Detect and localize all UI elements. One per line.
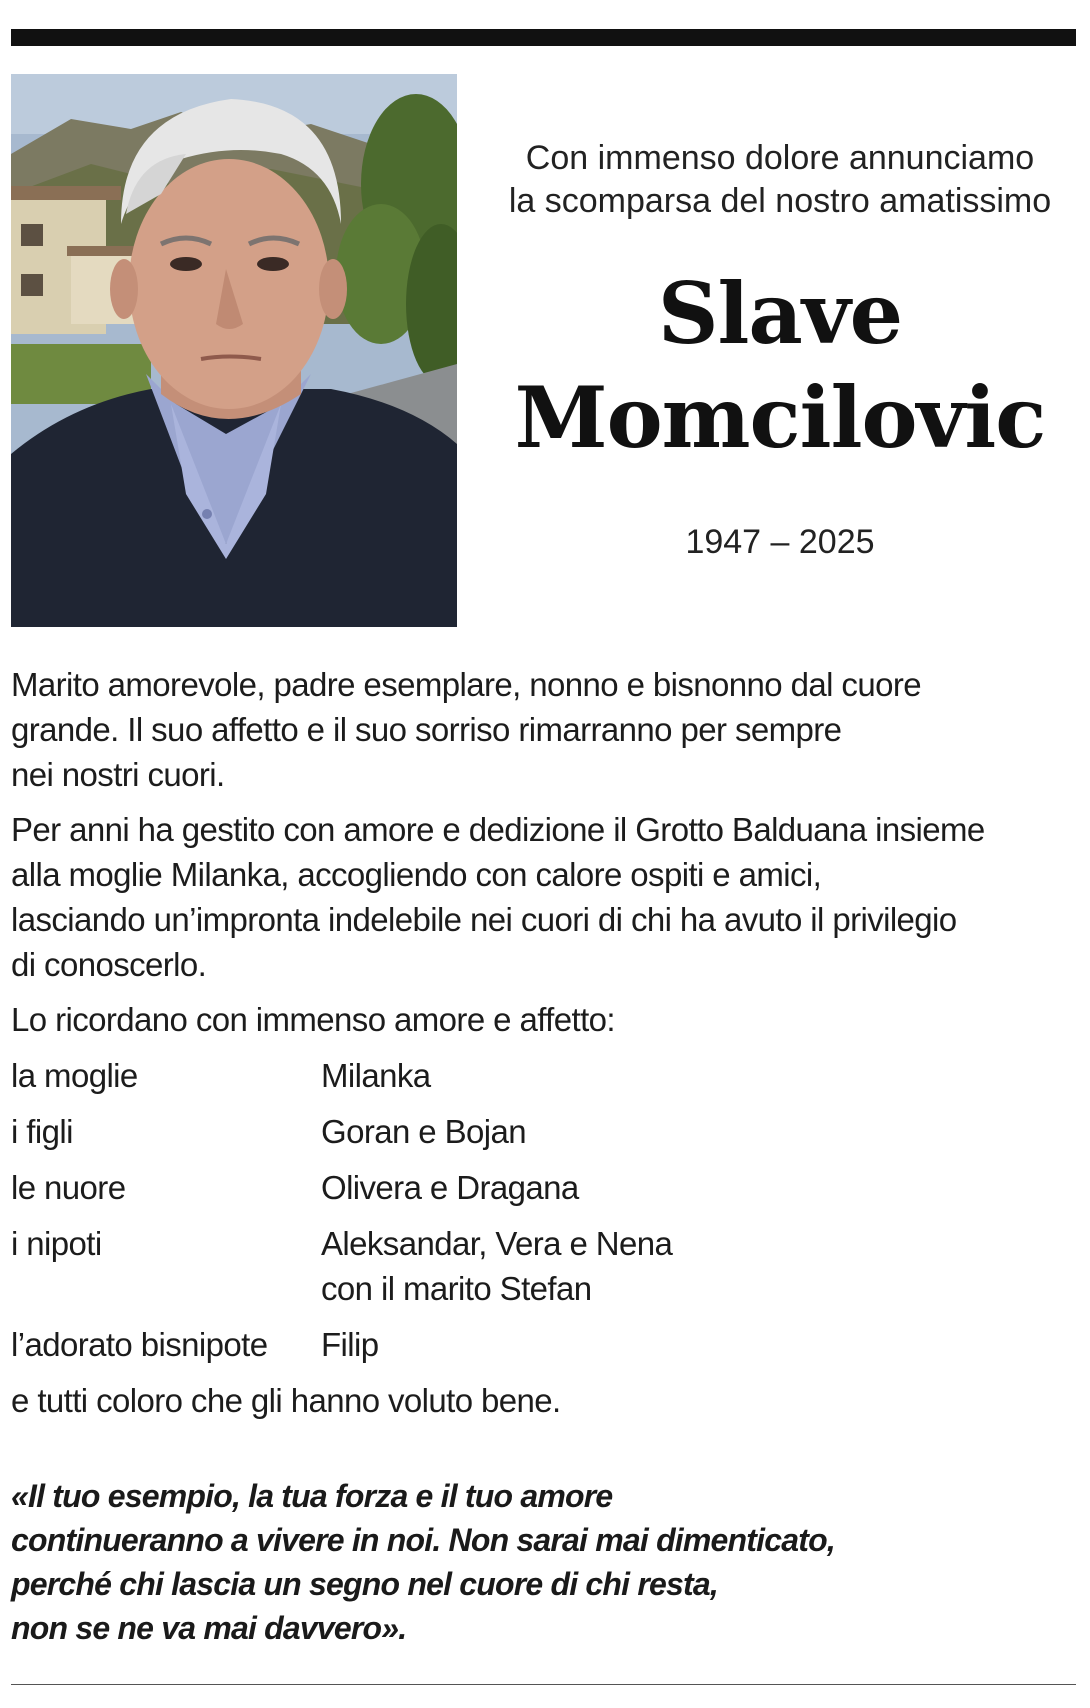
family-row — [11, 1322, 1081, 1367]
closing-line: e tutti coloro che gli hanno voluto bene. — [11, 1382, 561, 1419]
quote-line: non se ne va mai davvero». — [11, 1610, 407, 1646]
quote-line: «Il tuo esempio, la tua forza e il tuo amore — [11, 1478, 613, 1514]
memorial-quote — [11, 1474, 1081, 1650]
family-member: Filip — [321, 1326, 379, 1363]
family-row — [11, 1221, 1081, 1311]
family-member: Goran e Bojan — [321, 1113, 527, 1150]
family-row — [11, 1165, 1081, 1210]
family-members — [321, 1322, 1081, 1367]
portrait-photo — [11, 74, 457, 627]
family-role: le nuore — [11, 1169, 126, 1206]
remember-line: Lo ricordano con immenso amore e affetto: — [11, 1001, 615, 1038]
announcement-intro — [470, 137, 1090, 223]
family-members — [321, 1053, 1081, 1098]
family-member: Olivera e Dragana — [321, 1169, 579, 1206]
family-members — [321, 1109, 1081, 1154]
family-role: i figli — [11, 1113, 73, 1150]
paragraph-line: Per anni ha gestito con amore e dedizione il Grotto Balduana insieme — [11, 811, 985, 848]
family-members — [321, 1221, 1081, 1311]
family-row — [11, 1053, 1081, 1098]
paragraph-2 — [11, 807, 1081, 987]
quote-line: perché chi lascia un segno nel cuore di chi resta, — [11, 1566, 718, 1602]
first-name: Slave — [657, 264, 903, 363]
life-years: 1947 – 2025 — [685, 523, 875, 561]
deceased-name — [470, 262, 1090, 470]
family-members — [321, 1165, 1081, 1210]
bottom-rule — [11, 1684, 1076, 1685]
paragraph-line: di conoscerlo. — [11, 946, 207, 983]
family-role: i nipoti — [11, 1225, 102, 1262]
paragraph-line: grande. Il suo affetto e il suo sorriso rimarranno per sempre — [11, 711, 842, 748]
paragraph-line: alla moglie Milanka, accogliendo con calore ospiti e amici, — [11, 856, 822, 893]
family-member: Aleksandar, Vera e Nena — [321, 1225, 673, 1262]
obituary-body — [11, 662, 1081, 1423]
top-rule — [11, 29, 1076, 46]
last-name: Momcilovic — [514, 368, 1046, 467]
intro-line-2: la scomparsa del nostro amatissimo — [508, 182, 1052, 220]
family-role: l’adorato bisnipote — [11, 1326, 268, 1363]
quote-line: continueranno a vivere in noi. Non sarai mai dimenticato, — [11, 1522, 835, 1558]
family-member: Milanka — [321, 1057, 431, 1094]
paragraph-1 — [11, 662, 1081, 797]
family-role: la moglie — [11, 1057, 138, 1094]
paragraph-line: nei nostri cuori. — [11, 756, 225, 793]
intro-line-1: Con immenso dolore annunciamo — [525, 139, 1035, 177]
family-row — [11, 1109, 1081, 1154]
paragraph-line: Marito amorevole, padre esemplare, nonno e bisnonno dal cuore — [11, 666, 921, 703]
paragraph-line: lasciando un’impronta indelebile nei cuori di chi ha avuto il privilegio — [11, 901, 957, 938]
family-member: con il marito Stefan — [321, 1270, 592, 1307]
